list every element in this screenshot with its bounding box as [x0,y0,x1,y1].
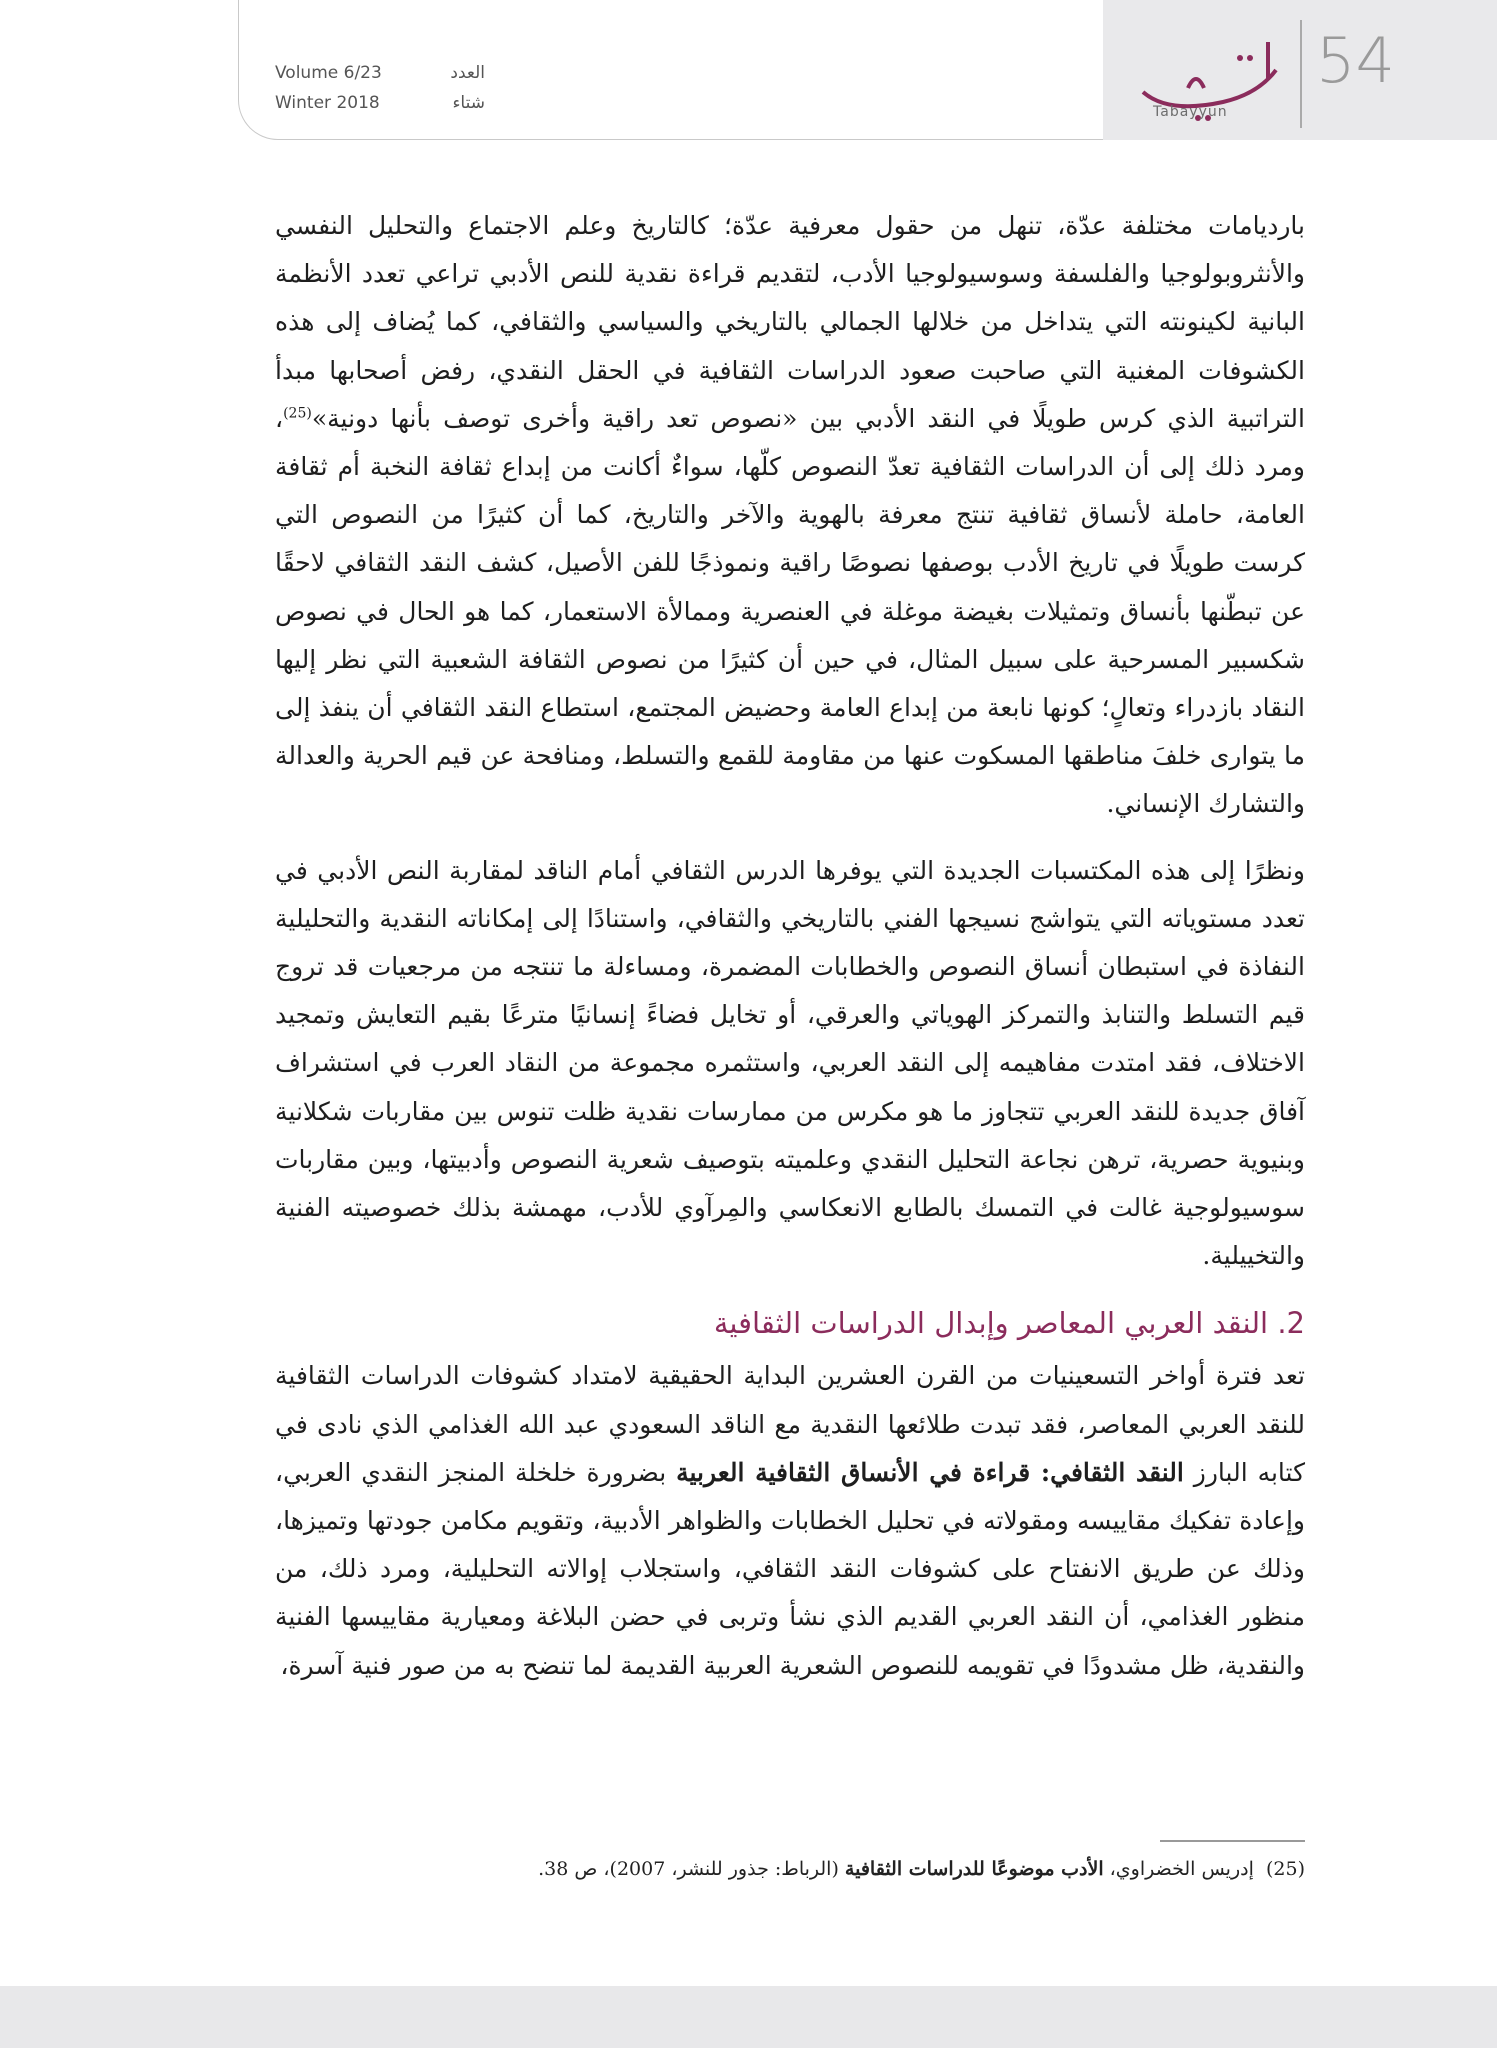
volume-label-ar: العدد [450,63,485,83]
paragraph-1 [275,202,1305,829]
article-body [275,202,1305,1708]
paragraph-1-part-a: بارديامات مختلفة عدّة، تنهل من حقول معرفية عدّة؛ كالتاريخ وعلم الاجتماع والتحليل النفسي والأنثروبولوجيا والفلسفة وسوسيولوجيا الأدب، لتقديم قراءة نقدية للنص الأدبي تراعي تعدد الأنظمة البانية لكينونته التي يتداخل من خلالها الجمالي بالتاريخي والسياسي والثقافي، كما يُضاف إلى هذه الكشوفات المغنية التي صاحبت صعود الدراسات الثقافية في الحقل النقدي، رفض أصحابها مبدأ التراتبية الذي كرس طويلًا في النقد الأدبي بين «نصوص تعد راقية وأخرى توصف بأنها دونية» [275,211,1305,433]
section-heading: 2. النقد العربي المعاصر وإبدال الدراسات الثقافية [713,1306,1305,1341]
header-divider [1300,20,1302,128]
book-title: النقد الثقافي: قراءة في الأنساق الثقافية العربية [676,1457,1184,1487]
footnote-separator [1160,1840,1305,1842]
paragraph-3 [275,1352,1305,1689]
footnote-reference[interactable]: (25) [283,405,312,422]
paragraph-1-part-b: ، ومرد ذلك إلى أن الدراسات الثقافية تعدّ النصوص كلّها، سواءٌ أكانت من إبداع ثقافة النخبة أم ثقافة العامة، حاملة لأنساق ثقافية تنتج معرفة بالهوية والآخر والتاريخ، كما أن كثيرًا من النصوص التي كرست طويلًا في تاريخ الأدب بوصفها نصوصًا راقية ونموذجًا للفن الأصيل، كشف النقد الثقافي لاحقًا عن تبطّنها بأنساق وتمثيلات بغيضة موغلة في العنصرية وممالأة الاستعمار، كما هو الحال في نصوص شكسبير المسرحية على سبيل المثال، في حين أن كثيرًا من نصوص الثقافة الشعبية التي نظر إليها النقاد بازدراء وتعالٍ؛ كونها نابعة من إبداع العامة وحضيض المجتمع، استطاع النقد الثقافي أن ينفذ إلى ما يتوارى خلفَ مناطقها المسكوت عنها من مقاومة للقمع والتسلط، ومنافحة عن قيم الحرية والعدالة والتشارك الإنساني. [275,403,1305,819]
season-en: Winter 2018 [275,93,380,113]
issue-info [275,58,485,118]
paragraph-3-part-a: تعد فترة أواخر التسعينيات من القرن العشرين البداية الحقيقية لامتداد كشوفات الدراسات الثقافية للنقد العربي المعاصر، فقد تبدت طلائعها النقدية مع الناقد السعودي عبد الله الغذامي الذي نادى في كتابه البارز [275,1361,1305,1487]
footer-bar [0,1986,1497,2048]
issue-volume-row [275,58,485,88]
volume-label-en: Volume 6/23 [275,63,382,83]
page-number: 54 [1316,24,1395,97]
footnote-details: (الرباط: جذور للنشر، 2007)، ص 38. [538,1858,845,1880]
logo-latin-text: Tabayyun [1153,104,1228,120]
issue-season-row [275,88,485,118]
footnote-25 [275,1852,1305,1886]
paragraph-3-part-b: بضرورة خلخلة المنجز النقدي العربي، وإعادة تفكيك مقاييسه ومقولاته في تحليل الخطابات والظواهر الأدبية، وتقويم مكامن جودتها وتميزها، وذلك عن طريق الانفتاح على كشوفات النقد الثقافي، واستجلاب إوالاته التحليلية، ومرد ذلك، من منظور الغذامي، أن النقد العربي القديم الذي نشأ وتربى في حضن البلاغة ومعيارية مقاييسها الفنية والنقدية، ظل مشدودًا في تقويمه للنصوص الشعرية العربية القديمة لما تنضح به من صور فنية آسرة، [275,1457,1305,1680]
footnote-number: (25) [1265,1858,1305,1880]
season-ar: شتاء [452,93,485,113]
paragraph-2: ونظرًا إلى هذه المكتسبات الجديدة التي يوفرها الدرس الثقافي أمام الناقد لمقاربة النص الأدبي في تعدد مستوياته التي يتواشج نسيجها الفني بالتاريخي والثقافي، واستنادًا إلى إمكاناته النقدية والتحليلية النفاذة في استبطان أنساق النصوص والخطابات المضمرة، ومساءلة ما تنتجه من مرجعيات قد تروج قيم التسلط والتنابذ والتمركز الهوياتي والعرقي، أو تخايل فضاءً إنسانيًا مترعًا بقيم التعايش وتمجيد الاختلاف، فقد امتدت مفاهيمه إلى النقد العربي، واستثمره مجموعة من النقاد العرب في استشراف آفاق جديدة للنقد العربي تتجاوز ما هو مكرس من ممارسات نقدية ظلت تنوس بين مقاربات شكلانية وبنيوية حصرية، ترهن نجاعة التحليل النقدي وعلميته بتوصيف شعرية النصوص وأدبيتها، وبين مقاربات سوسيولوجية غالت في التمسك بالطابع الانعكاسي والمِرآوي للأدب، مهمشة بذلك خصوصيته الفنية والتخييلية. [275,855,1305,1271]
footnote-author: إدريس الخضراوي، [1103,1858,1254,1880]
footnote-title: الأدب موضوعًا للدراسات الثقافية [844,1858,1104,1880]
